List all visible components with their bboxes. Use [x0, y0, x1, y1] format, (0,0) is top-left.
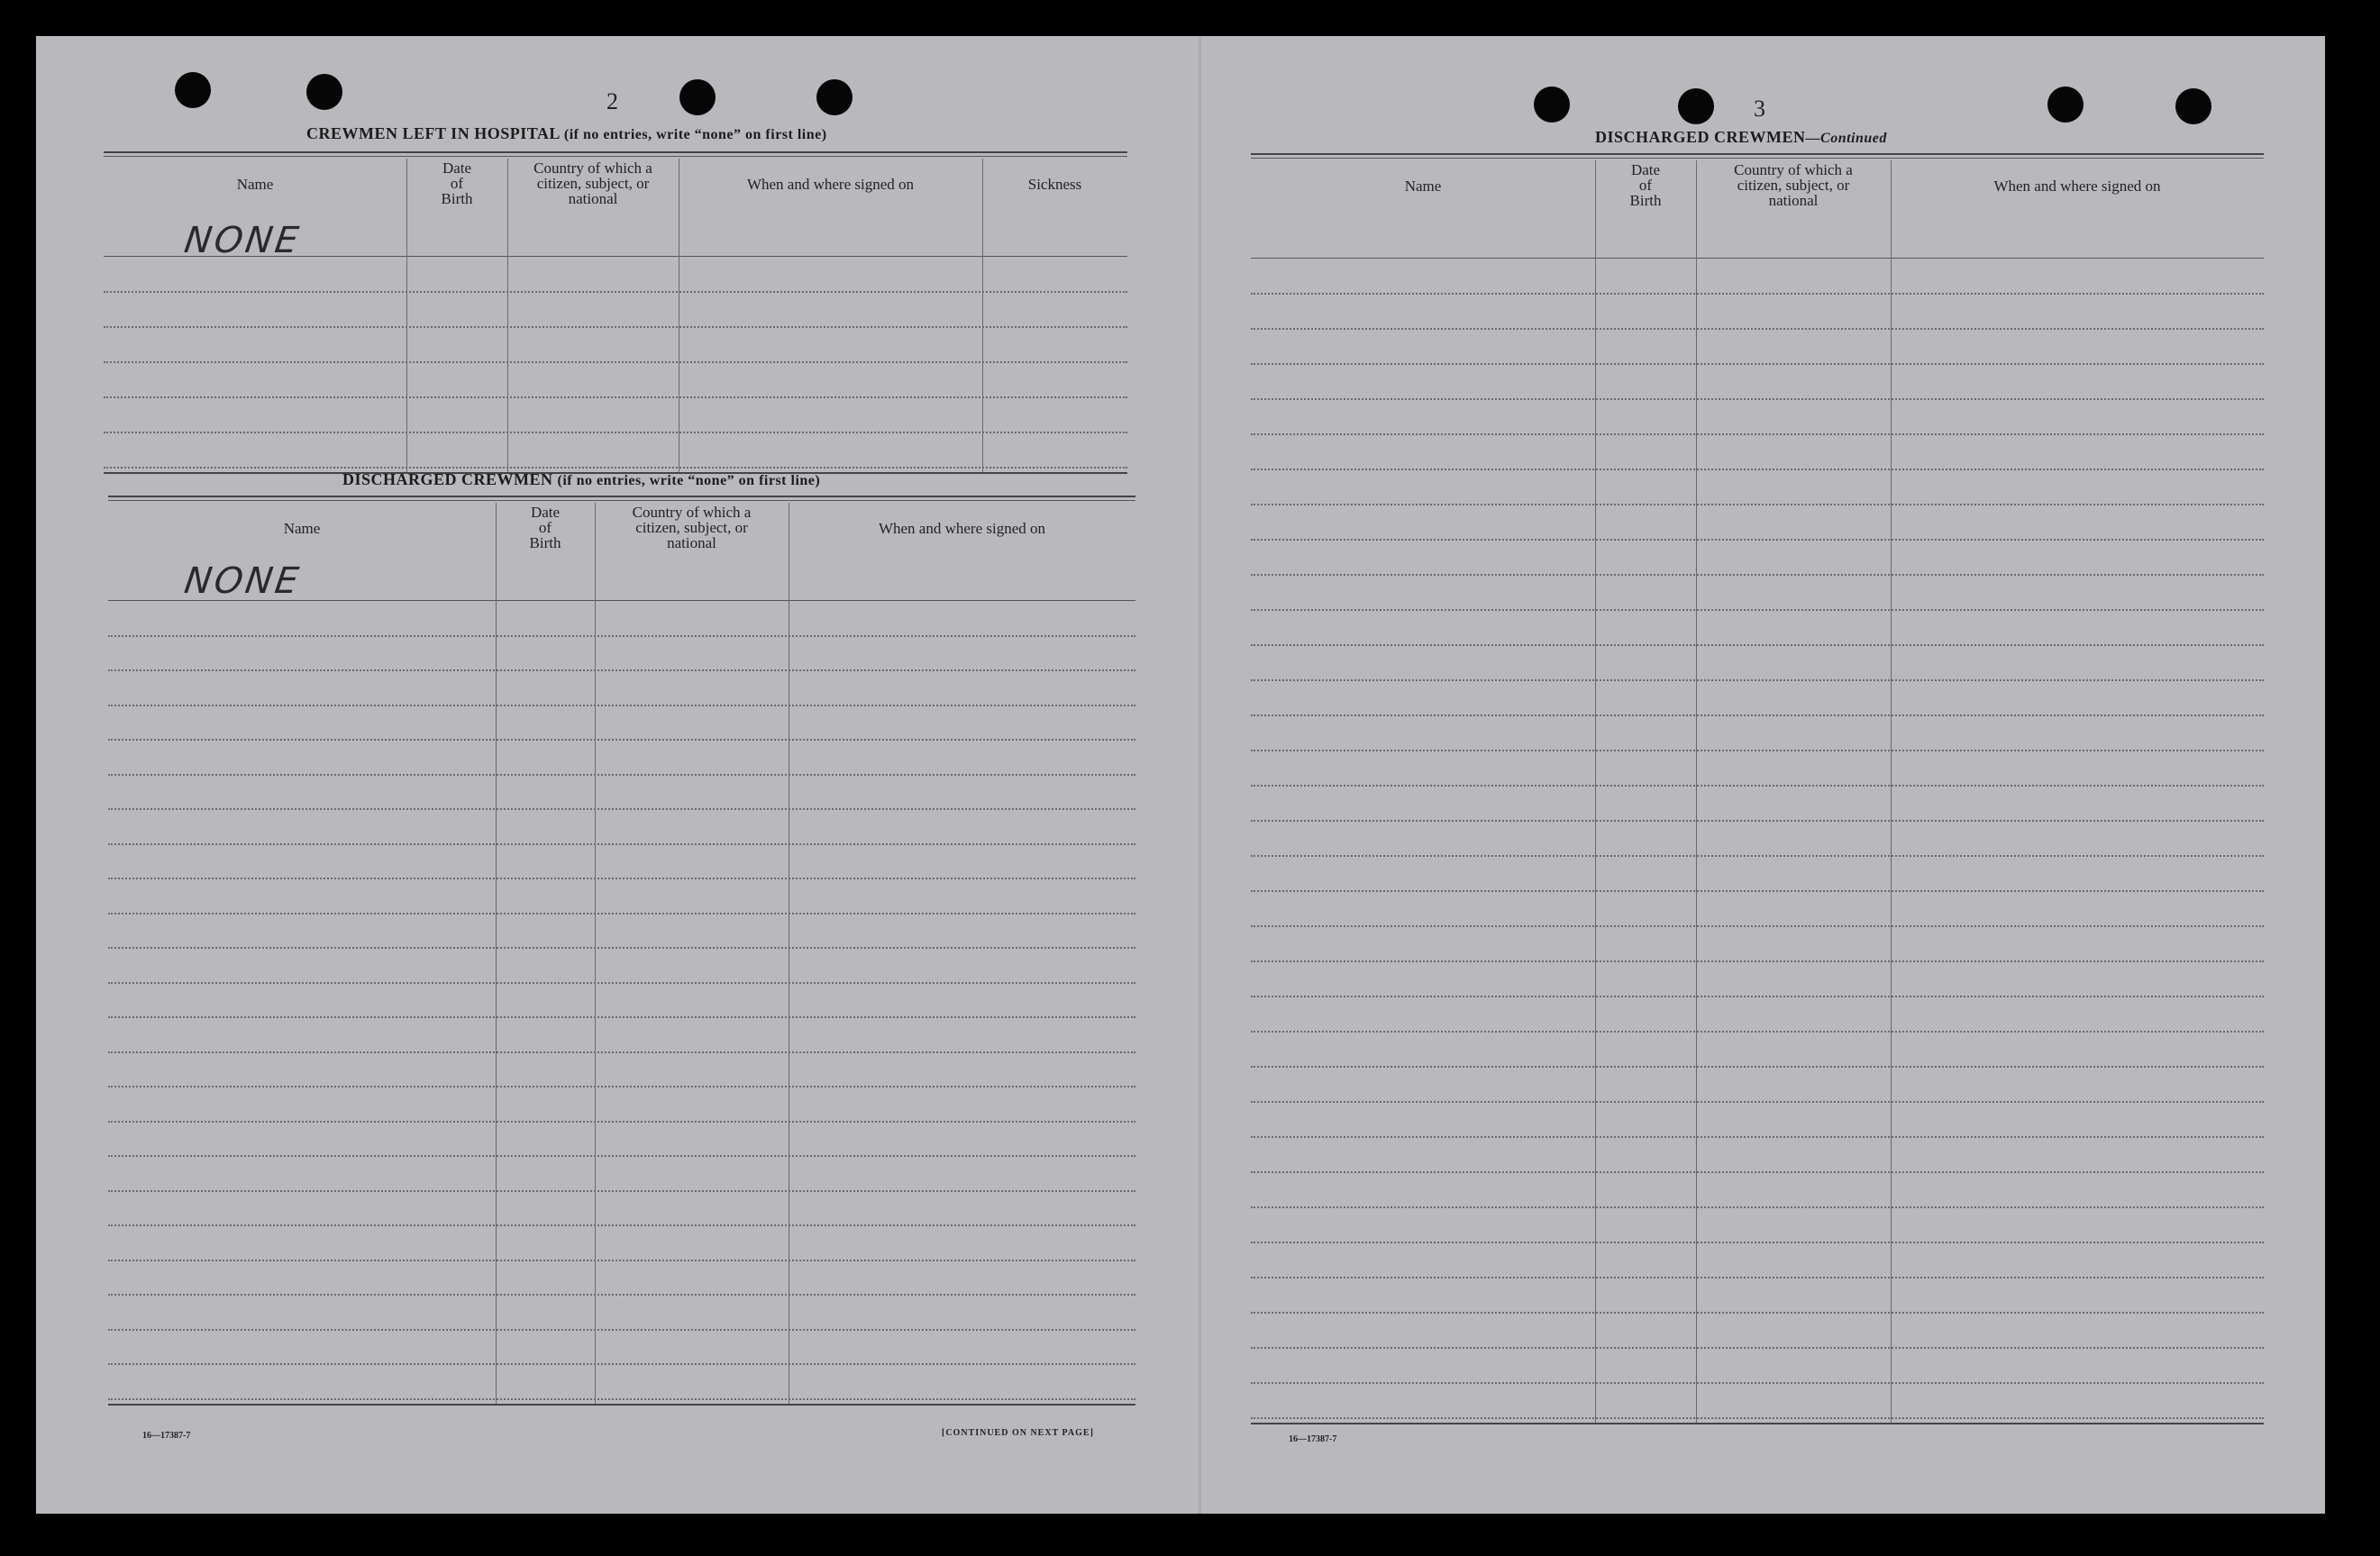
continued-note: [CONTINUED ON NEXT PAGE]	[942, 1428, 1094, 1438]
row-rule	[1251, 293, 2264, 295]
row-rule	[108, 705, 1135, 706]
discharged-continued-text: DISCHARGED CREWMEN	[1595, 128, 1806, 146]
column-header: When and where signed on	[878, 520, 1046, 537]
column-divider	[1696, 160, 1697, 1423]
row-rule	[1251, 1031, 2264, 1033]
column-divider	[496, 503, 497, 1404]
row-rule	[1251, 363, 2264, 365]
row-rule	[1251, 433, 2264, 435]
row-rule	[1251, 1101, 2264, 1103]
row-rule	[1251, 679, 2264, 681]
row-rule	[104, 396, 1127, 398]
row-rule	[1251, 925, 2264, 927]
hospital-table	[104, 151, 1127, 481]
row-rule	[1251, 398, 2264, 400]
row-rule	[1251, 785, 2264, 787]
form-number-left: 16—17387-7	[142, 1431, 191, 1441]
row-rule	[108, 1294, 1135, 1296]
column-header: Date of Birth	[1629, 161, 1662, 209]
discharged-title-note: (if no entries, write “none” on first line)	[557, 473, 821, 488]
row-rule	[108, 1016, 1135, 1018]
row-rule	[108, 739, 1135, 741]
page-number-right: 3	[1754, 96, 1765, 122]
row-rule	[104, 326, 1127, 328]
column-header: Date of Birth	[441, 159, 473, 207]
punch-hole	[816, 79, 853, 115]
page-number-left: 2	[606, 88, 618, 114]
row-rule	[104, 291, 1127, 293]
row-rule	[108, 1329, 1135, 1331]
row-rule	[1251, 855, 2264, 857]
discharged-table	[108, 496, 1135, 1418]
row-rule	[1251, 328, 2264, 330]
column-header: Country of which a citizen, subject, or national	[533, 159, 652, 207]
discharged-entry-handwriting: NONE	[181, 560, 304, 602]
punch-hole	[175, 72, 211, 108]
row-rule	[108, 982, 1135, 984]
row-rule	[1251, 1417, 2264, 1419]
hospital-section-title	[306, 124, 827, 143]
row-rule	[108, 669, 1135, 671]
table-top-rule	[104, 156, 1127, 157]
row-rule	[1251, 609, 2264, 611]
row-rule	[108, 1155, 1135, 1157]
row-rule	[1251, 574, 2264, 576]
column-header: Name	[283, 520, 321, 537]
header-rule	[1251, 258, 2264, 259]
discharged-continued-table	[1251, 153, 2264, 1424]
table-top-rule	[108, 496, 1135, 497]
punch-hole	[679, 79, 716, 115]
row-rule	[1251, 750, 2264, 751]
table-bottom-rule	[108, 1404, 1135, 1406]
page-fold	[1199, 36, 1201, 1514]
column-divider	[507, 159, 508, 472]
column-header: When and where signed on	[746, 176, 915, 193]
hospital-title-note: (if no entries, write “none” on first line)	[563, 127, 827, 142]
table-bottom-rule	[1251, 1423, 2264, 1424]
punch-hole	[2047, 86, 2084, 123]
row-rule	[108, 1051, 1135, 1053]
form-number-right: 16—17387-7	[1289, 1434, 1337, 1444]
punch-hole	[306, 74, 342, 110]
column-header: Country of which a citizen, subject, or national	[1734, 161, 1853, 209]
row-rule	[1251, 1312, 2264, 1314]
row-rule	[1251, 714, 2264, 716]
discharged-section-title	[342, 470, 820, 489]
row-rule	[1251, 1136, 2264, 1138]
column-divider	[982, 159, 983, 472]
punch-hole	[2175, 88, 2211, 124]
row-rule	[108, 878, 1135, 879]
row-rule	[108, 1260, 1135, 1261]
continued-suffix: —Continued	[1805, 131, 1887, 146]
table-top-rule	[1251, 158, 2264, 159]
row-rule	[1251, 1206, 2264, 1208]
row-rule	[1251, 469, 2264, 470]
row-rule	[108, 808, 1135, 810]
column-header: Country of which a citizen, subject, or national	[632, 504, 752, 551]
row-rule	[104, 467, 1127, 469]
row-rule	[108, 774, 1135, 776]
row-rule	[1251, 1277, 2264, 1278]
row-rule	[108, 1363, 1135, 1365]
column-header: When and where signed on	[1993, 177, 2161, 195]
discharged-continued-title	[1595, 128, 1887, 147]
document-sheet	[36, 36, 2325, 1514]
row-rule	[108, 843, 1135, 845]
row-rule	[104, 432, 1127, 433]
hospital-title-text: CREWMEN LEFT IN HOSPITAL	[306, 124, 560, 142]
row-rule	[108, 1224, 1135, 1226]
discharged-title-text: DISCHARGED CREWMEN	[342, 470, 553, 488]
row-rule	[108, 1121, 1135, 1123]
row-rule	[1251, 644, 2264, 646]
row-rule	[1251, 1242, 2264, 1243]
table-top-rule	[104, 151, 1127, 153]
row-rule	[108, 635, 1135, 637]
row-rule	[108, 1086, 1135, 1087]
table-top-rule	[1251, 153, 2264, 155]
row-rule	[1251, 996, 2264, 997]
column-divider	[1891, 160, 1892, 1423]
row-rule	[1251, 890, 2264, 892]
row-rule	[1251, 1171, 2264, 1173]
column-header: Date of Birth	[529, 504, 561, 551]
column-header: Name	[236, 176, 274, 193]
row-rule	[1251, 1382, 2264, 1384]
row-rule	[1251, 504, 2264, 505]
column-divider	[595, 503, 596, 1404]
punch-hole	[1534, 86, 1570, 123]
row-rule	[1251, 539, 2264, 541]
row-rule	[108, 1190, 1135, 1192]
row-rule	[108, 913, 1135, 914]
row-rule	[108, 1398, 1135, 1400]
row-rule	[1251, 820, 2264, 822]
column-header: Name	[1404, 177, 1442, 195]
punch-hole	[1678, 88, 1714, 124]
column-divider	[406, 159, 407, 472]
row-rule	[1251, 1066, 2264, 1068]
hospital-entry-handwriting: NONE	[181, 220, 304, 261]
column-header: Sickness	[1027, 176, 1082, 193]
row-rule	[1251, 1347, 2264, 1349]
row-rule	[1251, 960, 2264, 962]
row-rule	[108, 947, 1135, 949]
row-rule	[104, 361, 1127, 363]
column-divider	[1595, 160, 1596, 1423]
table-top-rule	[108, 500, 1135, 501]
